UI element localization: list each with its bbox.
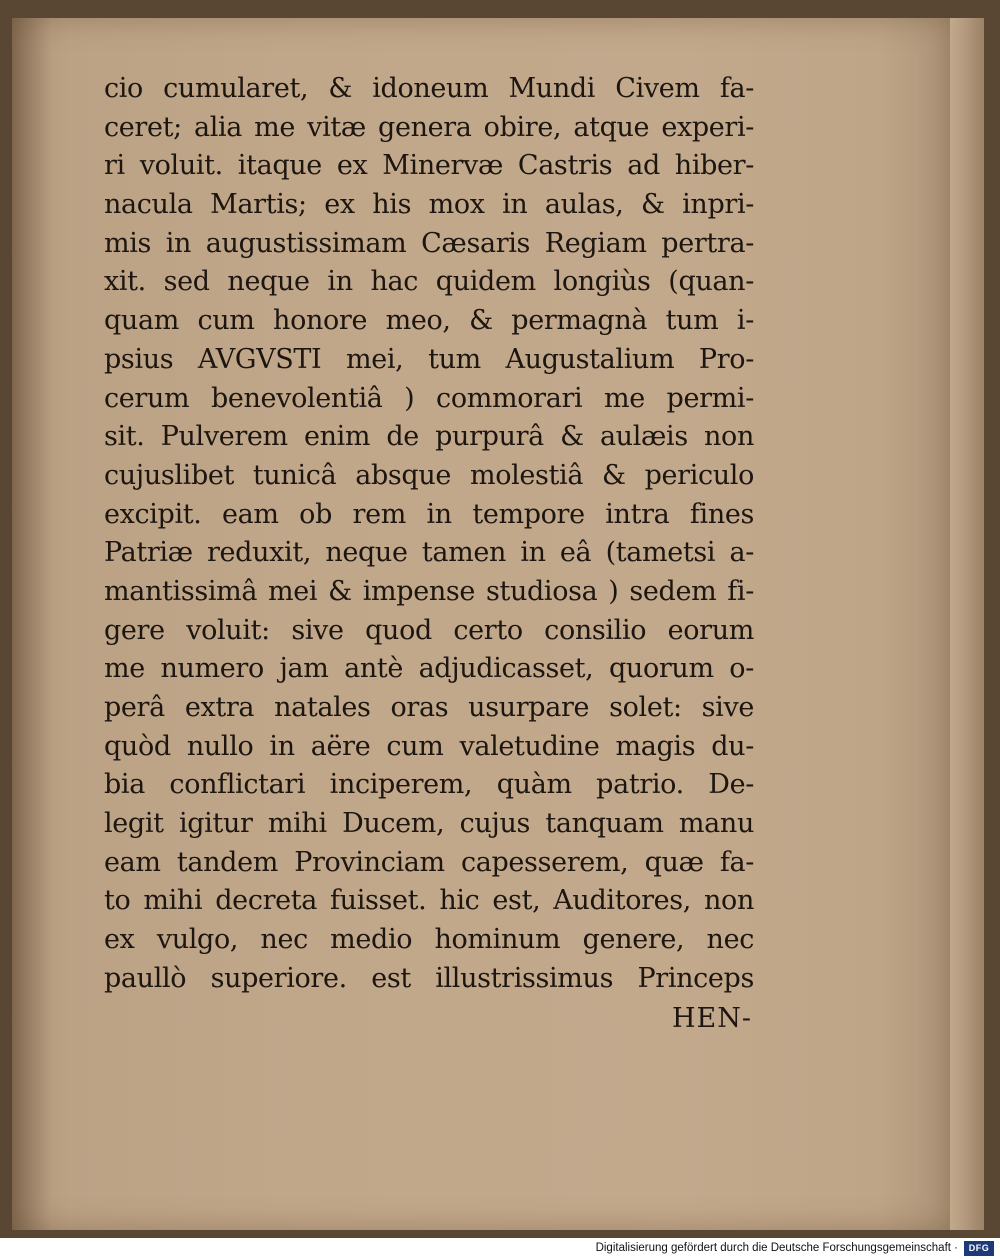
text-line: excipit. eam ob rem in tempore intra fines: [104, 498, 754, 530]
text-line: sit. Pulverem enim de purpurâ & aulæis non: [104, 421, 754, 453]
text-line: me numero jam antè adjudicasset, quorum o-: [104, 653, 754, 685]
text-line: ri voluit. itaque ex Minervæ Castris ad hiber-: [104, 150, 754, 182]
text-line: ceret; alia me vitæ genera obire, atque experi-: [104, 111, 754, 143]
text-line: ex vulgo, nec medio hominum genere, nec: [104, 924, 754, 956]
catchword: HEN-: [671, 1003, 752, 1034]
text-line: bia conflictari inciperem, quàm patrio. De-: [104, 769, 754, 801]
text-line: paullò superiore. est illustrissimus Princeps: [104, 962, 754, 994]
text-line: gere voluit: sive quod certo consilio eorum: [104, 614, 754, 646]
page-edge: [950, 18, 984, 1230]
text-line: to mihi decreta fuisset. hic est, Auditores, non: [104, 885, 754, 917]
text-line: psius AVGVSTI mei, tum Augustalium Pro-: [104, 343, 754, 375]
dfg-logo-icon: DFG: [964, 1241, 994, 1256]
spine-shadow: [12, 18, 52, 1230]
text-line: cujuslibet tunicâ absque molestiâ & periculo: [104, 459, 754, 491]
text-line: cerum benevolentiâ ) commorari me permi-: [104, 382, 754, 414]
text-line: nacula Martis; ex his mox in aulas, & inpri-: [104, 189, 754, 221]
text-line: mantissimâ mei & impense studiosa ) sedem fi-: [104, 575, 754, 607]
text-line: cio cumularet, & idoneum Mundi Civem fa-: [104, 73, 754, 104]
body-text: [104, 70, 754, 999]
text-line: perâ extra natales oras usurpare solet: sive: [104, 692, 754, 723]
text-line: quam cum honore meo, & permagnà tum i-: [104, 305, 754, 337]
funding-notice: Digitalisierung gefördert durch die Deutsche Forschungsgemeinschaft ·: [595, 1242, 958, 1254]
text-line: eam tandem Provinciam capesserem, quæ fa-: [104, 846, 754, 878]
text-line: Patriæ reduxit, neque tamen in eâ (tametsi a-: [104, 537, 754, 569]
text-line: legit igitur mihi Ducem, cujus tanquam manu: [104, 808, 754, 840]
text-line: mis in augustissimam Cæsaris Regiam pertra-: [104, 227, 754, 259]
text-line: xit. sed neque in hac quidem longiùs (quan-: [104, 266, 754, 298]
footer-bar: [0, 1238, 1000, 1259]
text-line: quòd nullo in aëre cum valetudine magis du-: [104, 730, 754, 762]
